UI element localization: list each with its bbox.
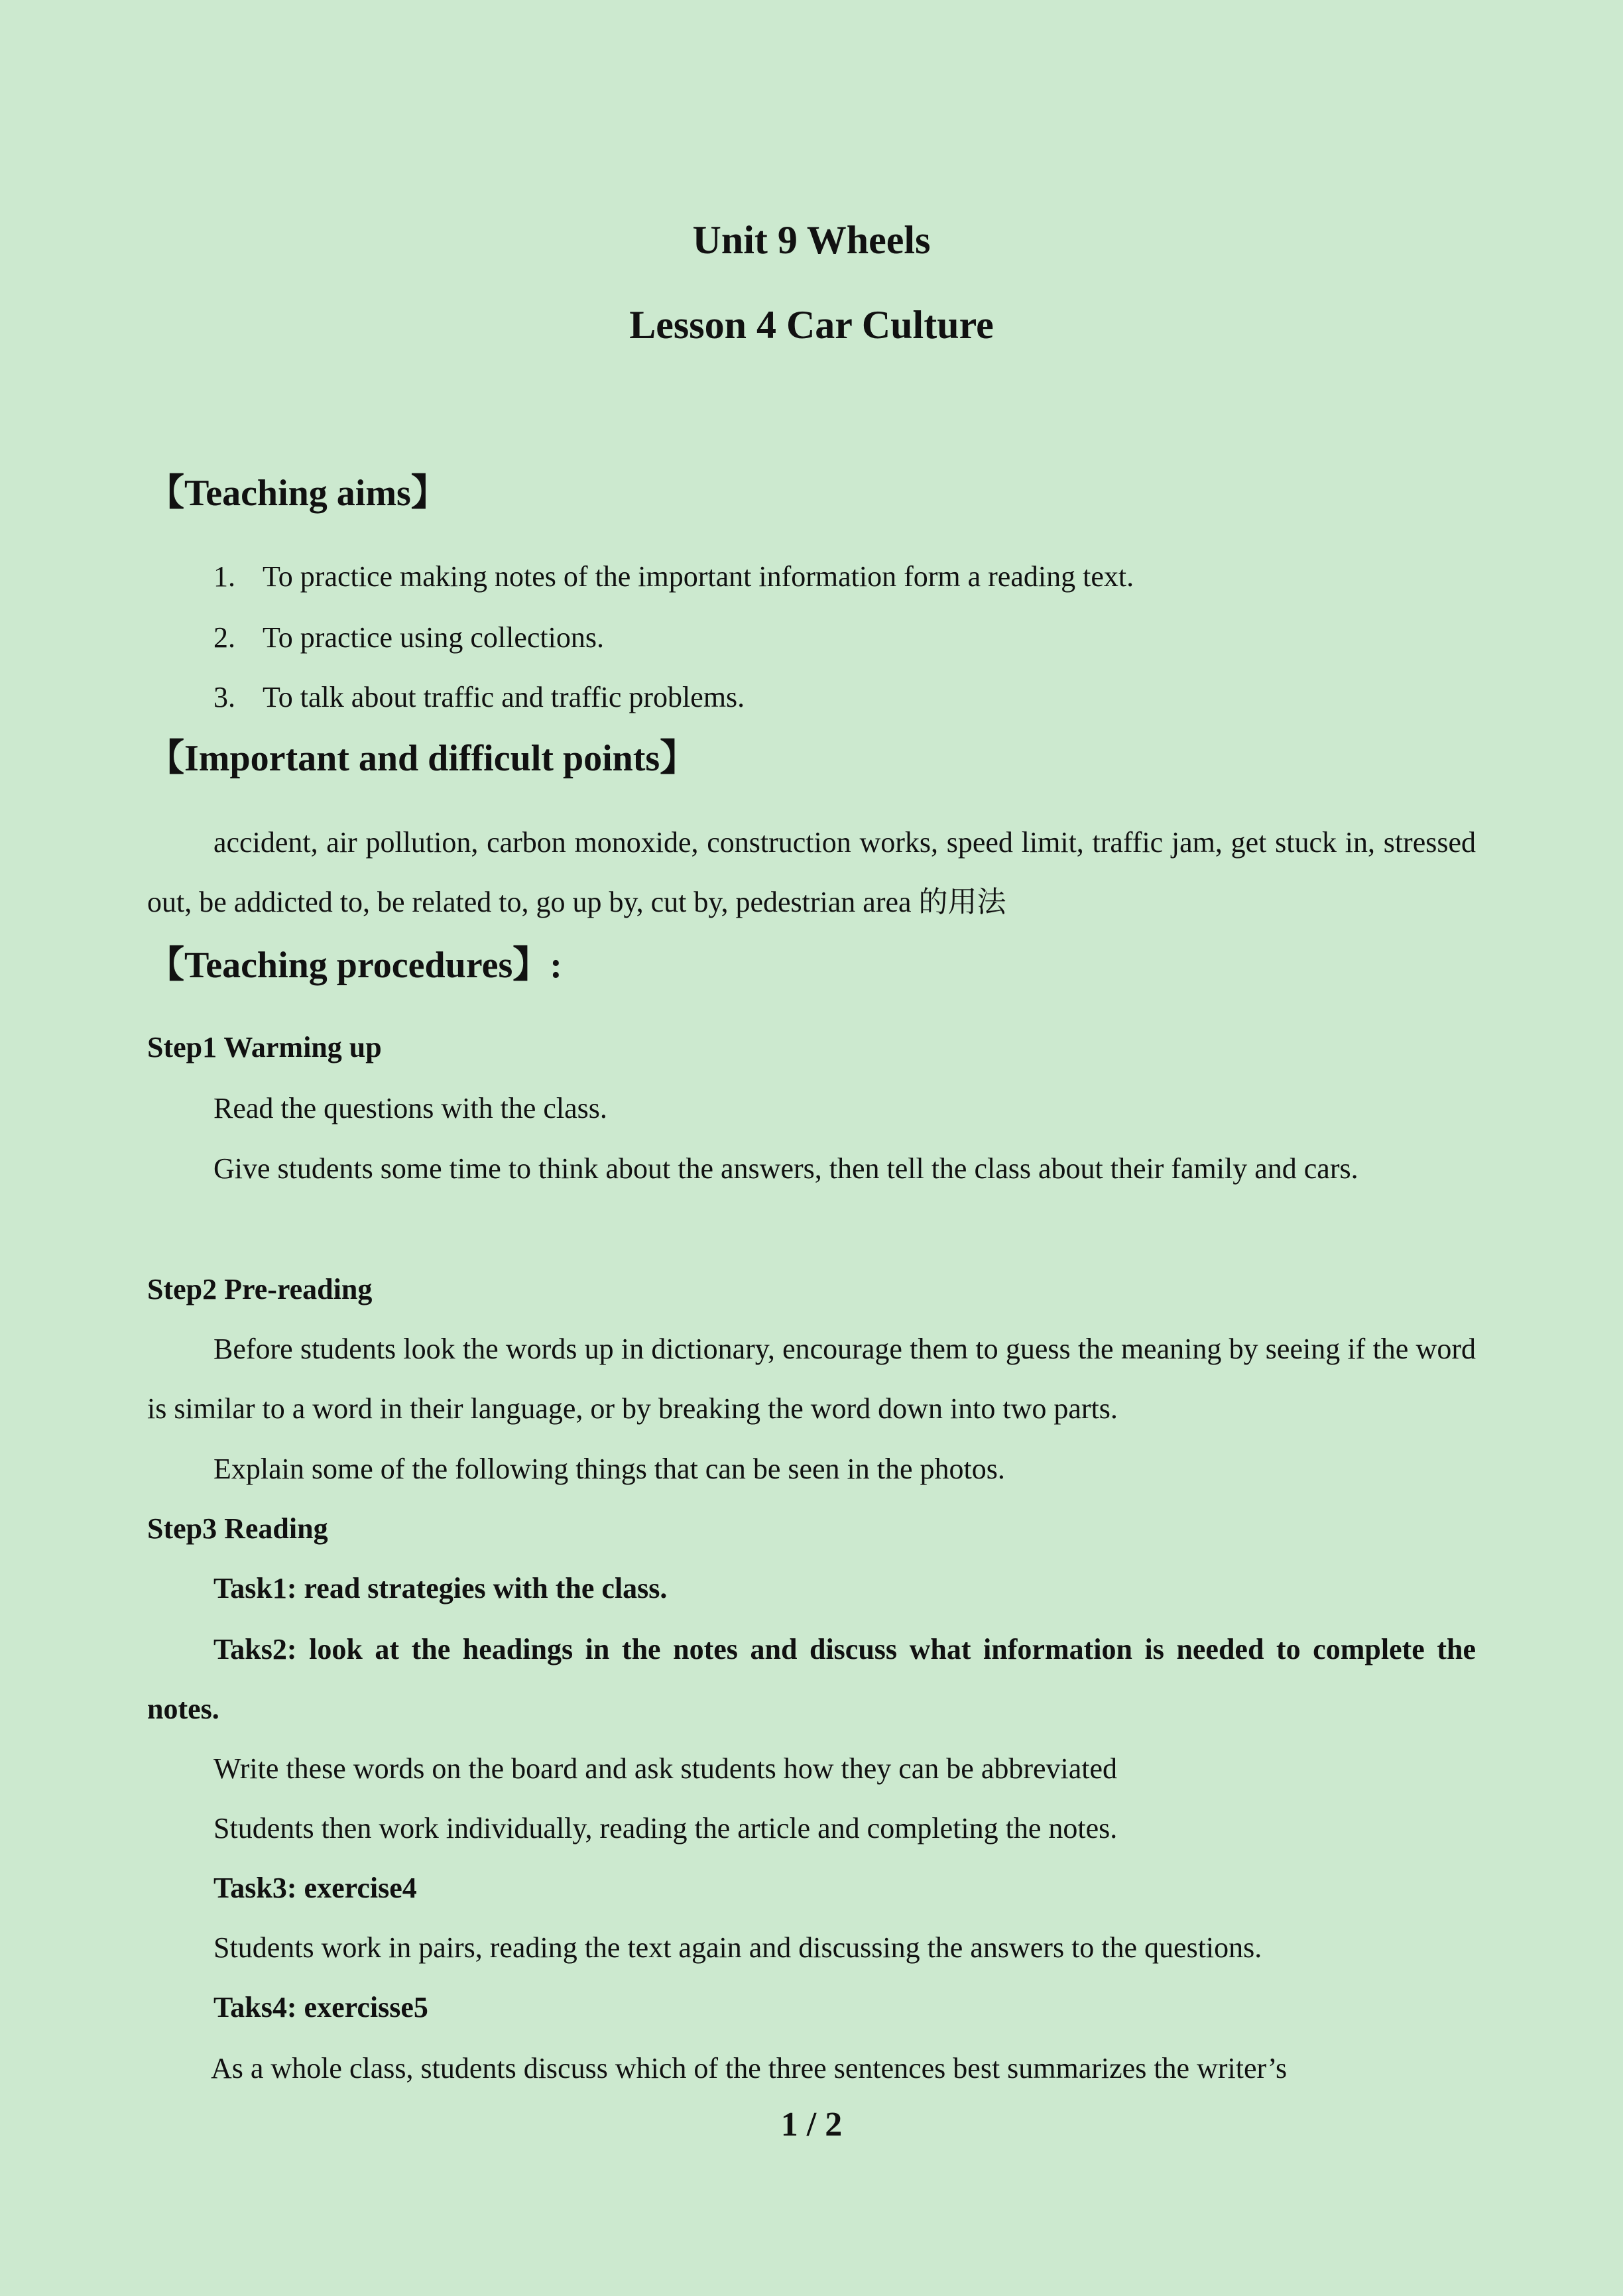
step2-paragraph: Before students look the words up in dictionary, encourage them to guess the meaning by seeing if the word is similar to a word in their language, or by breaking the word down into two parts. [147, 1333, 1476, 1425]
unit-title: Unit 9 Wheels [692, 218, 931, 262]
step3-line-pairs: Students work in pairs, reading the text again and discussing the answers to the questions. [213, 1931, 1262, 1964]
step2-line: Explain some of the following things that can be seen in the photos. [213, 1453, 1005, 1485]
step3-line-abbreviate: Write these words on the board and ask students how they can be abbreviated [213, 1752, 1118, 1785]
task1-heading: Task1: read strategies with the class. [213, 1572, 668, 1604]
aim-text: To practice making notes of the important information form a reading text. [263, 560, 1134, 593]
points-paragraph: accident, air pollution, carbon monoxide, construction works, speed limit, traffic jam, get stuck in, stressed out, be addicted to, be related to, go up by, cut by, pedestrian area 的用法 [147, 826, 1476, 918]
lesson-title: Lesson 4 Car Culture [629, 303, 994, 347]
step2-title: Step2 Pre-reading [147, 1273, 373, 1305]
teaching-aims-heading: 【Teaching aims】 [147, 473, 448, 514]
aim-item [213, 557, 1134, 597]
task2-heading: Taks2: look at the headings in the notes and discuss what information is needed to complete the notes. [147, 1633, 1476, 1725]
step3-title: Step3 Reading [147, 1512, 328, 1545]
aim-number: 1. [213, 560, 235, 593]
step1-line: Read the questions with the class. [213, 1092, 607, 1124]
aim-number: 3. [213, 681, 235, 713]
task3-heading: Task3: exercise4 [213, 1872, 417, 1904]
procedures-heading: 【Teaching procedures】: [147, 945, 562, 986]
page-number: 1 / 2 [780, 2106, 843, 2144]
aim-number: 2. [213, 621, 235, 654]
points-heading: 【Important and difficult points】 [147, 738, 697, 779]
step1-title: Step1 Warming up [147, 1031, 382, 1063]
task4-heading: Taks4: exercisse5 [213, 1991, 428, 2024]
step1-paragraph: Give students some time to think about the answers, then tell the class about their family and cars. [213, 1152, 1358, 1185]
step3-line-individual: Students then work individually, reading the article and completing the notes. [213, 1812, 1118, 1844]
aim-item [213, 618, 604, 658]
step3-line-summarize: As a whole class, students discuss which of the three sentences best summarizes the writer’s [211, 2052, 1288, 2085]
aim-item [213, 678, 745, 717]
aim-text: To practice using collections. [263, 621, 604, 654]
aim-text: To talk about traffic and traffic problems. [263, 681, 745, 713]
